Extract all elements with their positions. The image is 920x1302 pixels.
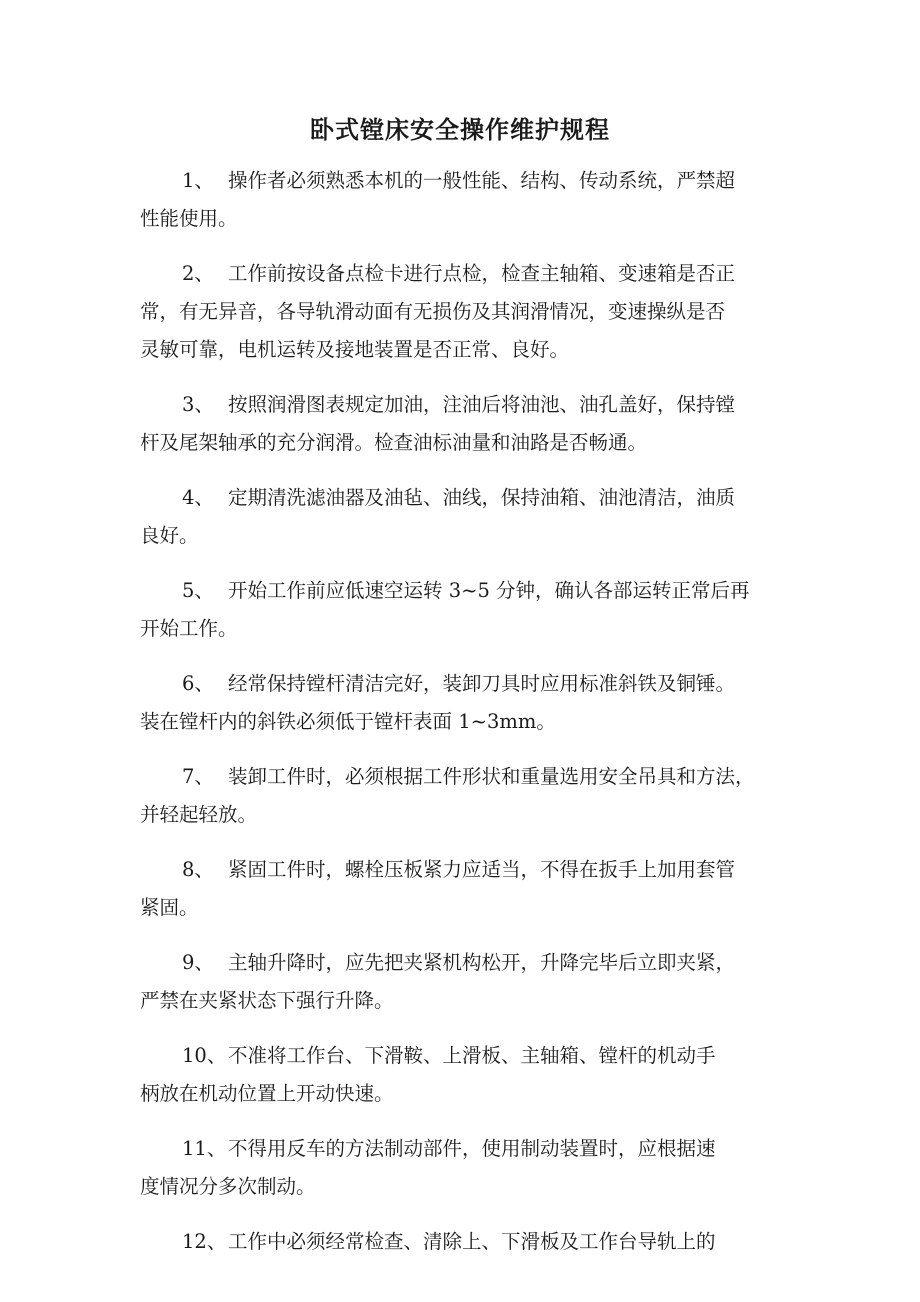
rule-item: [140, 572, 790, 648]
rule-item: [140, 944, 790, 1020]
rule-line: [140, 796, 790, 834]
rule-text: 常，有无异音，各导轨滑动面有无损伤及其润滑情况，变速操纵是否: [140, 300, 726, 323]
rule-text: 紧固。: [140, 896, 199, 919]
rule-item: [140, 255, 790, 369]
rule-item: [140, 1037, 790, 1113]
rule-text: 灵敏可靠，电机运转及接地装置是否正常、良好。: [140, 338, 570, 361]
rule-number: 12、: [182, 1230, 227, 1253]
rule-text: 并轻起轻放。: [140, 803, 258, 826]
rule-text: 定期清洗滤油器及油毡、油线，保持油箱、油池清洁，油质: [228, 486, 736, 509]
rule-text: 紧固工件时，螺栓压板紧力应适当，不得在扳手上加用套管: [228, 858, 736, 881]
rule-line: [140, 200, 790, 238]
rule-line: [140, 331, 790, 369]
rule-line: [140, 517, 790, 555]
rule-number: 8、: [182, 858, 214, 881]
rule-line: [140, 889, 790, 927]
rule-text: 经常保持镗杆清洁完好，装卸刀具时应用标准斜铁及铜锤。: [228, 672, 736, 695]
rule-text: 良好。: [140, 524, 199, 547]
rule-line: [140, 386, 790, 424]
rule-item: [140, 665, 790, 741]
rule-item: [140, 851, 790, 927]
rule-text: 主轴升降时，应先把夹紧机构松开，升降完毕后立即夹紧，: [228, 951, 736, 974]
rule-text: 工作前按设备点检卡进行点检，检查主轴箱、变速箱是否正: [228, 262, 736, 285]
rule-text: 度情况分多次制动。: [140, 1175, 316, 1198]
rule-line: [140, 1037, 790, 1075]
rule-item: [140, 1223, 790, 1261]
rule-list: [140, 162, 790, 1278]
rule-item: [140, 1130, 790, 1206]
rule-text: 装卸工件时，必须根据工件形状和重量选用安全吊具和方法，: [228, 765, 755, 788]
rule-text: 装在镗杆内的斜铁必须低于镗杆表面 1~3mm。: [140, 710, 556, 733]
rule-line: [140, 293, 790, 331]
rule-text: 操作者必须熟悉本机的一般性能、结构、传动系统，严禁超: [228, 169, 736, 192]
rule-item: [140, 758, 790, 834]
rule-line: [140, 255, 790, 293]
rule-text: 按照润滑图表规定加油，注油后将油池、油孔盖好，保持镗: [228, 393, 736, 416]
rule-line: [140, 982, 790, 1020]
rule-number: 11、: [182, 1137, 227, 1160]
rule-number: 6、: [182, 672, 214, 695]
rule-line: [140, 1223, 790, 1261]
rule-line: [140, 572, 790, 610]
rule-text: 开始工作。: [140, 617, 238, 640]
rule-item: [140, 386, 790, 462]
rule-text: 开始工作前应低速空运转 3~5 分钟，确认各部运转正常后再: [228, 579, 750, 602]
rule-line: [140, 424, 790, 462]
rule-line: [140, 758, 790, 796]
rule-number: 1、: [182, 169, 214, 192]
document-title: 卧式镗床安全操作维护规程: [310, 115, 610, 144]
rule-text: 柄放在机动位置上开动快速。: [140, 1082, 394, 1105]
rule-number: 3、: [182, 393, 214, 416]
rule-text: 性能使用。: [140, 207, 238, 230]
rule-item: [140, 162, 790, 238]
rule-text: 不得用反车的方法制动部件，使用制动装置时，应根据速: [228, 1137, 716, 1160]
rule-line: [140, 851, 790, 889]
rule-line: [140, 610, 790, 648]
rule-line: [140, 162, 790, 200]
rule-text: 不准将工作台、下滑鞍、上滑板、主轴箱、镗杆的机动手: [228, 1044, 716, 1067]
rule-line: [140, 944, 790, 982]
rule-number: 2、: [182, 262, 214, 285]
rule-line: [140, 1168, 790, 1206]
rule-number: 5、: [182, 579, 214, 602]
rule-item: [140, 479, 790, 555]
rule-line: [140, 1075, 790, 1113]
rule-number: 10、: [182, 1044, 227, 1067]
rule-text: 严禁在夹紧状态下强行升降。: [140, 989, 394, 1012]
rule-text: 杆及尾架轴承的充分润滑。检查油标油量和油路是否畅通。: [140, 431, 648, 454]
rule-line: [140, 479, 790, 517]
rule-number: 4、: [182, 486, 214, 509]
rule-line: [140, 703, 790, 741]
rule-number: 7、: [182, 765, 214, 788]
rule-text: 工作中必须经常检查、清除上、下滑板及工作台导轨上的: [228, 1230, 716, 1253]
rule-number: 9、: [182, 951, 214, 974]
rule-line: [140, 1130, 790, 1168]
rule-line: [140, 665, 790, 703]
